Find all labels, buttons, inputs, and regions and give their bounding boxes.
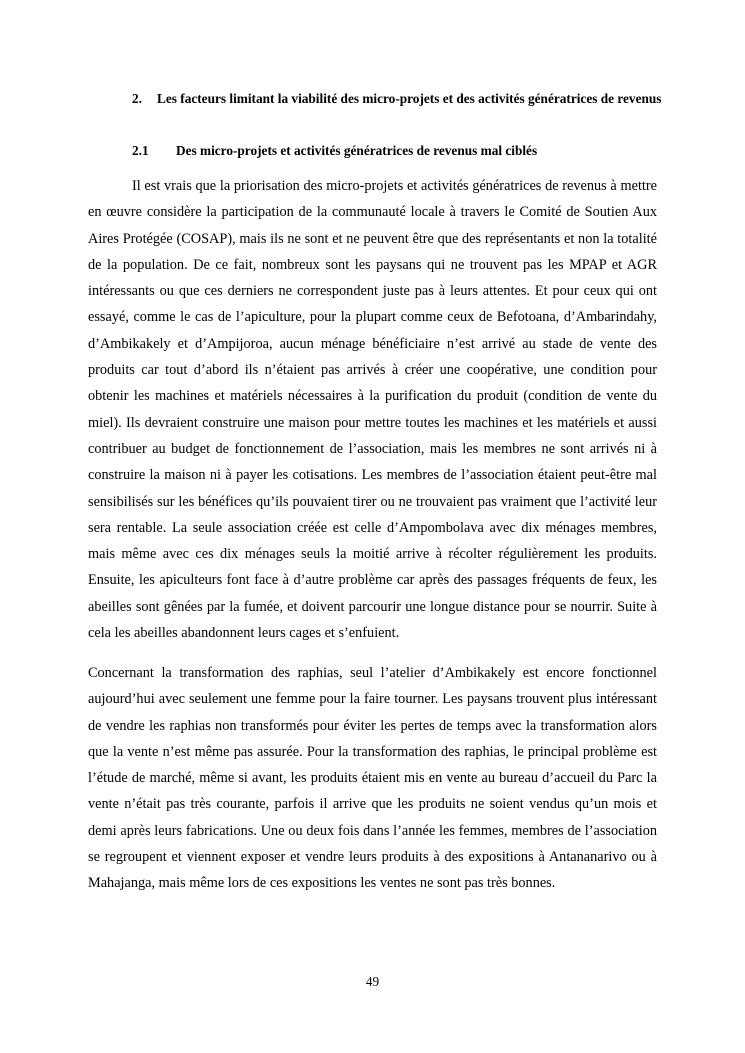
page-number: 49 [365, 974, 380, 989]
section-heading [132, 90, 662, 126]
subsection-number: 2.1 [132, 143, 149, 158]
section-title: Les facteurs limitant la viabilité des micro-projets et des activités génératrices de revenus [157, 91, 662, 106]
paragraph-apiculture: Il est vrais que la priorisation des micro-projets et activités génératrices de revenus à mettre en œuvre considère la participation de la communauté locale à travers le Comité de Soutien Aux Aires Protégée (COSAP), mais ils ne sont et ne peuvent être que des représentants et non la totalité de la population. De ce fait, nombreux sont les paysans qui ne trouvent pas les MPAP et AGR intéressants ou que ces derniers ne correspondent juste pas à leurs attentes. Et pour ceux qui ont essayé, comme le cas de l’apiculture, pour la plupart comme ceux de Befotoana, d’Ambarindahy, d’Ambikakely et d’Ampijoroa, aucun ménage bénéficiaire n’est arrivé au stade de vente des produits car tout d’abord ils n’étaient pas arrivés à créer une coopérative, une condition pour obtenir les machines et matériels nécessaires à la purification du produit (condition de vente du miel). Ils devraient construire une maison pour mettre toutes les machines et les matériels et aussi contribuer au budget de fonctionnement de l’association, mais les membres ne sont arrivés ni à construire la maison ni à payer les cotisations. Les membres de l’association étaient peut-être mal sensibilisés sur les bénéfices qu’ils pouvaient tirer ou ne trouvaient pas vraiment que l’activité leur sera rentable. La seule association créée est celle d’Ampombolava avec dix ménages membres, mais même avec ces dix ménages seuls la moitié arrive à récolter régulièrement les produits. Ensuite, les apiculteurs font face à d’autre problème car après des passages fréquents de feux, les abeilles sont gênées par la fumée, et doivent parcourir une longue distance pour se nourrir. Suite à cela les abeilles abandonnent leurs cages et s’enfuient. [88, 178, 657, 642]
paragraph-raphia: Concernant la transformation des raphias, seul l’atelier d’Ambikakely est encore fonctionnel aujourd’hui avec seulement une femme pour la faire tourner. Les paysans trouvent plus intéressant de vendre les raphias non transformés pour éviter les pertes de temps avec la transformation alors que la vente n’est même pas assurée. Pour la transformation des raphias, le principal problème est l’étude de marché, même si avant, les produits étaient mis en vente au bureau d’accueil du Parc la vente n’était pas très courante, parfois il arrive que les produits ne soient vendus qu’un mois et demi après leurs fabrications. Une ou deux fois dans l’année les femmes, membres de l’association se regroupent et viennent exposer et vendre leurs produits à des expositions à Antananarivo ou à Mahajanga, mais même lors de ces expositions les ventes ne sont pas très bonnes. [88, 665, 657, 892]
subsection-title: Des micro-projets et activités génératrices de revenus mal ciblés [176, 143, 538, 158]
subsection-heading [132, 142, 662, 160]
section-number: 2. [132, 91, 142, 106]
